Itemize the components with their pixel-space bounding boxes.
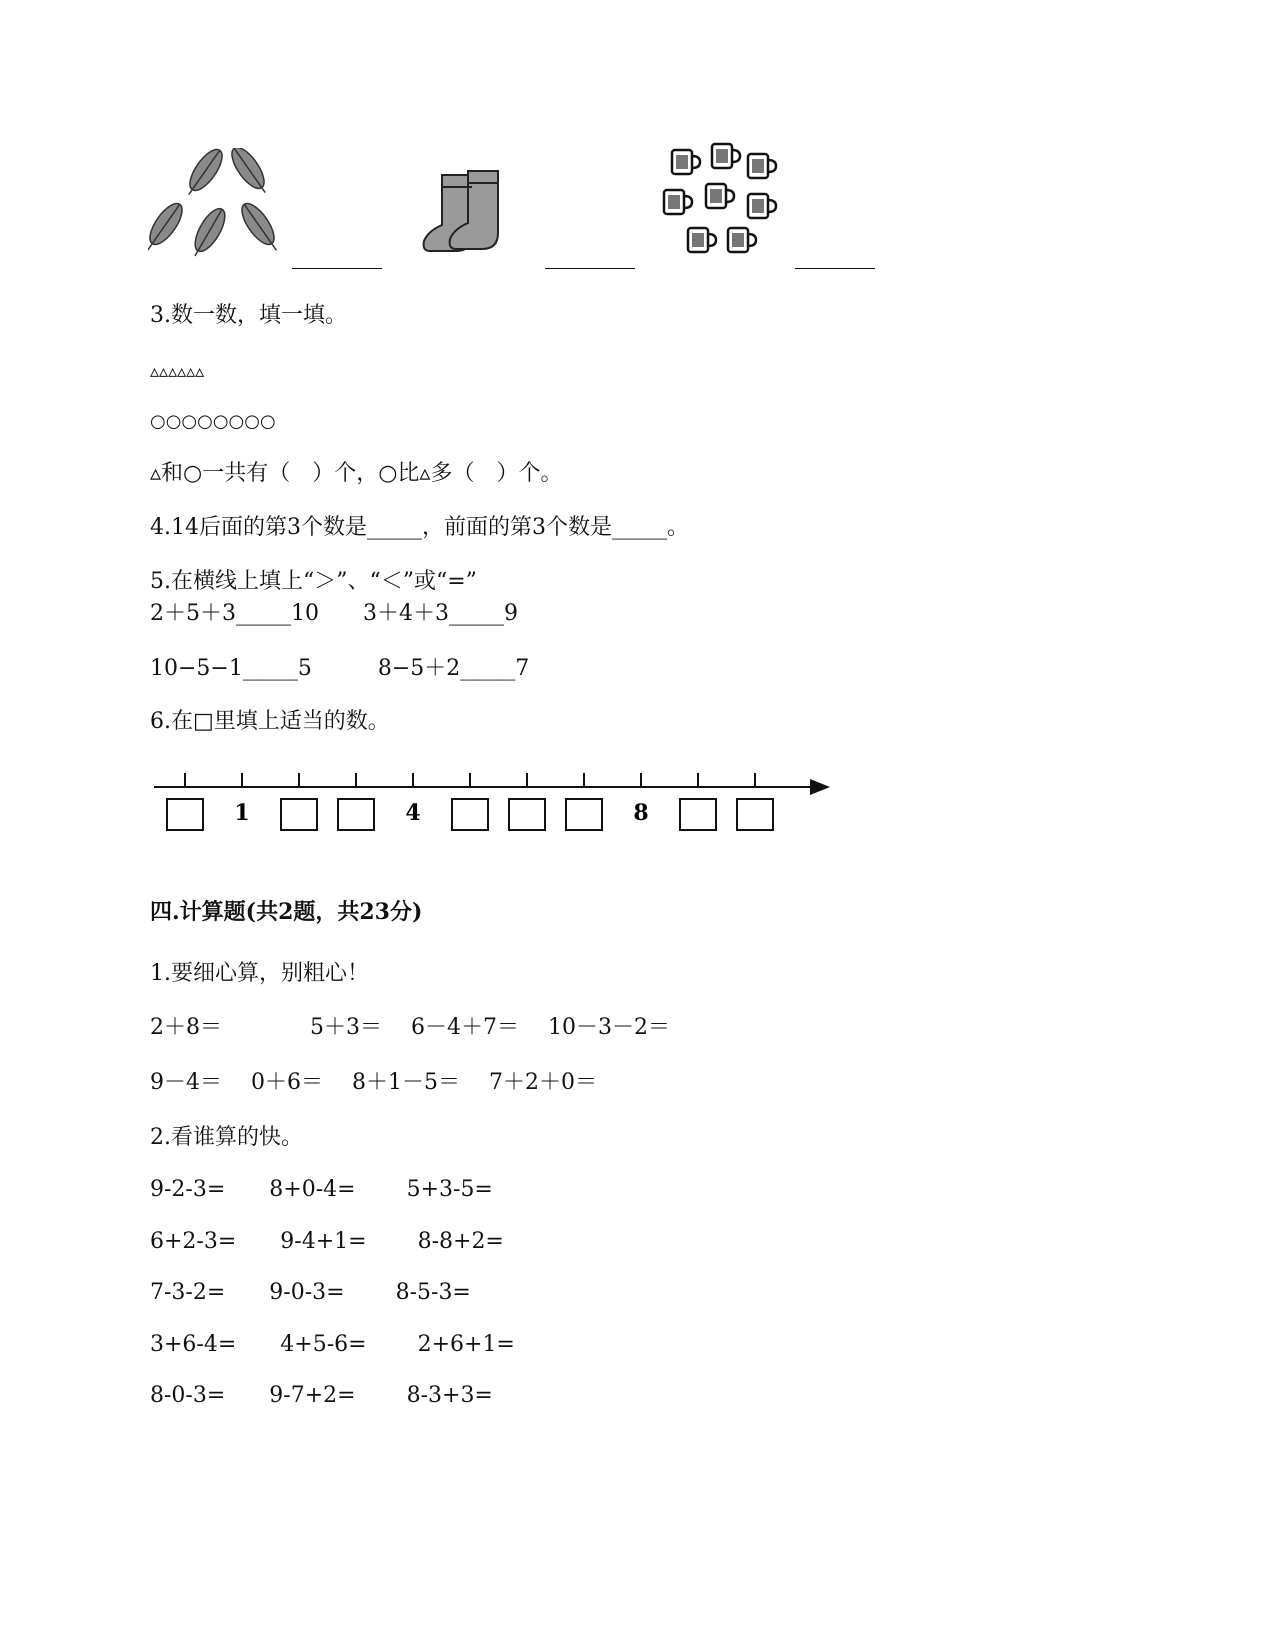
q5-row2: 10−5−1_____5 8−5＋2_____7 bbox=[150, 656, 530, 681]
calc-q2-row: 6+2-3= 9-4+1= 8-8+2= bbox=[150, 1229, 504, 1254]
calc-q2-row: 8-0-3= 9-7+2= 8-3+3= bbox=[150, 1383, 493, 1408]
q6-title: 6.在□里填上适当的数。 bbox=[150, 709, 390, 734]
number-line-label: 1 bbox=[234, 800, 250, 826]
leaves-answer-blank[interactable] bbox=[292, 268, 382, 269]
cups-picture bbox=[660, 140, 780, 265]
number-line-answer-box[interactable] bbox=[167, 799, 203, 830]
calc-q1-row1: 2＋8＝ 5＋3＝ 6－4＋7＝ 10－3－2＝ bbox=[150, 1015, 670, 1040]
number-line-answer-box[interactable] bbox=[338, 799, 374, 830]
calc-q2-title: 2.看谁算的快。 bbox=[150, 1125, 303, 1150]
number-line-label: 8 bbox=[633, 800, 649, 826]
number-line-answer-box[interactable] bbox=[737, 799, 773, 830]
number-line-answer-box[interactable] bbox=[680, 799, 716, 830]
number-line-answer-box[interactable] bbox=[509, 799, 545, 830]
q5-row1: 2＋5＋3_____10 3＋4＋3_____9 bbox=[150, 601, 518, 626]
q5-title: 5.在横线上填上“＞”、“＜”或“=” bbox=[150, 569, 477, 594]
q3-triangles: ▵▵▵▵▵▵ bbox=[150, 361, 205, 382]
section4-heading: 四.计算题(共2题，共23分) bbox=[150, 899, 423, 925]
socks-answer-blank[interactable] bbox=[545, 268, 635, 269]
number-line-answer-box[interactable] bbox=[566, 799, 602, 830]
number-line-label: 4 bbox=[405, 800, 421, 826]
q3-question: ▵和○一共有（ ）个，○比▵多（ ）个。 bbox=[150, 461, 563, 486]
calc-q2-row: 3+6-4= 4+5-6= 2+6+1= bbox=[150, 1332, 515, 1357]
calc-q2-row: 7-3-2= 9-0-3= 8-5-3= bbox=[150, 1280, 471, 1305]
calc-q2-row: 9-2-3= 8+0-4= 5+3-5= bbox=[150, 1177, 493, 1202]
leaves-picture bbox=[148, 148, 288, 258]
number-line-answer-box[interactable] bbox=[452, 799, 488, 830]
cups-answer-blank[interactable] bbox=[795, 268, 875, 269]
q3-circles: ○○○○○○○○ bbox=[150, 411, 276, 432]
number-line-arrowhead bbox=[810, 779, 830, 795]
number-line-answer-box[interactable] bbox=[281, 799, 317, 830]
q4-text: 4.14后面的第3个数是_____，前面的第3个数是_____。 bbox=[150, 515, 689, 540]
q3-title: 3.数一数，填一填。 bbox=[150, 303, 347, 328]
socks-picture bbox=[420, 165, 520, 260]
calc-q1-row2: 9－4＝ 0＋6＝ 8＋1－5＝ 7＋2＋0＝ bbox=[150, 1070, 597, 1095]
calc-q1-title: 1.要细心算，别粗心！ bbox=[150, 961, 369, 986]
number-line bbox=[150, 765, 850, 840]
